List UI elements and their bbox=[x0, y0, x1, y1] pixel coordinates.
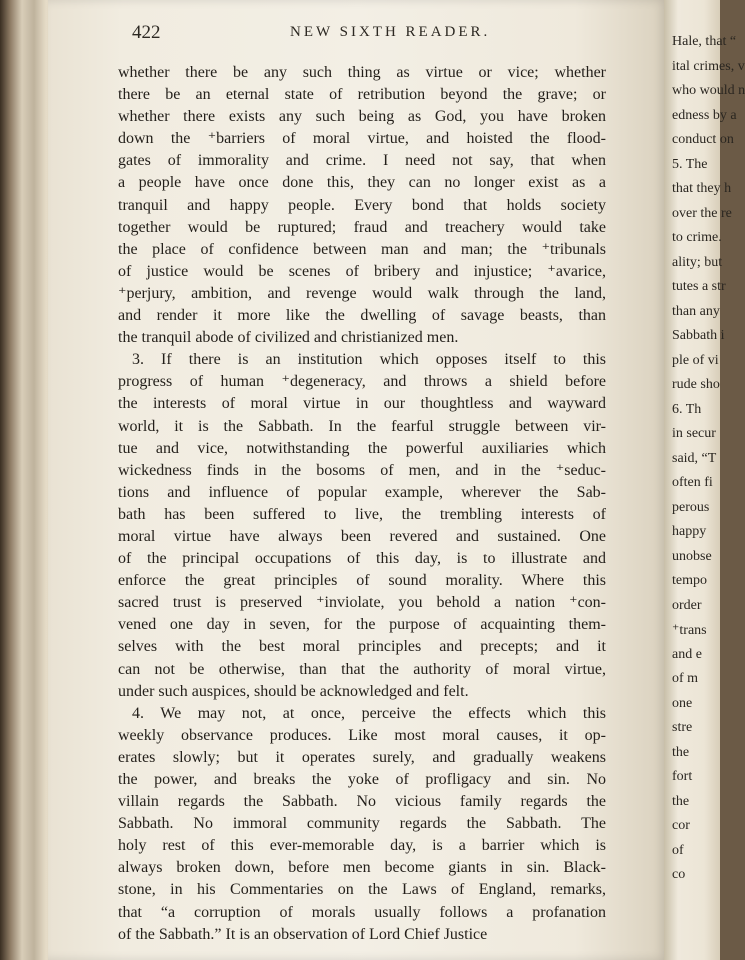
facing-page-line: tempo bbox=[672, 573, 707, 588]
facing-page-line: ital crimes, v bbox=[672, 58, 745, 74]
text-line: down the ⁺barriers of moral virtue, and hoisted the flood- bbox=[118, 130, 606, 148]
text-line: of justice would be scenes of bribery and injustice; ⁺avarice, bbox=[118, 262, 606, 280]
facing-page-line: than any bbox=[672, 303, 720, 319]
text-line: the power, and breaks the yoke of profligacy and sin. No bbox=[118, 771, 606, 788]
text-line: there be an eternal state of retribution beyond the grave; or bbox=[118, 86, 606, 104]
text-line: enforce the great principles of sound morality. Where this bbox=[118, 572, 606, 590]
text-line: 3. If there is an institution which opposes itself to this bbox=[132, 351, 606, 369]
text-line: tue and vice, notwithstanding the powerful auxiliaries which bbox=[118, 439, 606, 457]
text-line: whether there exists any such being as God, you have broken bbox=[118, 108, 606, 126]
text-line: moral virtue have always been revered and sustained. One bbox=[118, 527, 606, 545]
text-line: tranquil and happy people. Every bond that holds society bbox=[118, 196, 606, 214]
text-line: bath has been suffered to live, the trembling interests of bbox=[118, 505, 606, 523]
facing-page-line: the bbox=[672, 744, 690, 760]
facing-page-line: that they h bbox=[672, 181, 732, 196]
text-line: villain regards the Sabbath. No vicious family regards the bbox=[118, 793, 606, 811]
text-line: selves with the best moral principles and precepts; and it bbox=[118, 638, 606, 656]
text-line: weekly observance produces. Like most moral causes, it op- bbox=[118, 726, 606, 744]
facing-page-line: one bbox=[672, 695, 693, 711]
facing-page-line: cor bbox=[672, 818, 690, 833]
body-text bbox=[118, 62, 606, 946]
facing-page-line: perous bbox=[672, 499, 710, 515]
text-line: sacred trust is preserved ⁺inviolate, you behold a nation ⁺con- bbox=[118, 594, 606, 612]
text-line: always broken down, before men become giants in sin. Black- bbox=[118, 859, 606, 877]
text-line: the tranquil abode of civilized and christianized men. bbox=[118, 329, 459, 347]
facing-page-line: co bbox=[672, 867, 686, 882]
text-line: and render it more like the dwelling of savage beasts, than bbox=[118, 307, 606, 325]
text-line: erates slowly; but it operates surely, and gradually weakens bbox=[118, 748, 606, 766]
text-line: Sabbath. No immoral community regards the Sabbath. The bbox=[118, 815, 606, 833]
facing-page-line: happy bbox=[672, 524, 707, 539]
facing-page-line: the bbox=[672, 793, 690, 809]
facing-page-line: conduct on bbox=[672, 132, 734, 147]
text-line: gates of immorality and crime. I need not say, that when bbox=[118, 152, 606, 170]
facing-page-line: rude sho bbox=[672, 377, 720, 392]
text-line: can not be otherwise, than that the authority of moral virtue, bbox=[118, 660, 606, 678]
text-line: that “a corruption of morals usually follows a profanation bbox=[118, 903, 606, 921]
text-line: world, it is the Sabbath. In the fearful struggle between vir- bbox=[118, 417, 606, 435]
text-line: holy rest of this ever-memorable day, is a barrier which is bbox=[118, 837, 606, 855]
facing-page-line: over the re bbox=[672, 205, 732, 221]
text-line: the place of confidence between man and man; the ⁺tribunals bbox=[118, 240, 606, 258]
text-line: a people have once done this, they can no longer exist as a bbox=[118, 174, 606, 192]
text-line: together would be ruptured; fraud and treachery would take bbox=[118, 218, 606, 236]
facing-page-line: stre bbox=[672, 720, 693, 735]
text-line: ⁺perjury, ambition, and revenge would walk through the land, bbox=[118, 284, 606, 302]
text-line: under such auspices, should be acknowledged and felt. bbox=[118, 682, 469, 700]
facing-page-line: unobse bbox=[672, 548, 712, 564]
facing-page-line: ple of vi bbox=[672, 352, 719, 368]
text-line: the interests of moral virtue in our thoughtless and wayward bbox=[118, 395, 606, 413]
facing-page-line: 6. Th bbox=[672, 401, 702, 417]
text-line: wickedness finds in the bosoms of men, and in the ⁺seduc- bbox=[118, 461, 606, 479]
facing-page-line: Sabbath i bbox=[672, 328, 725, 343]
facing-page-line: and e bbox=[672, 646, 702, 662]
facing-page-line: ality; but bbox=[672, 254, 723, 270]
text-line: progress of human ⁺degeneracy, and throws a shield before bbox=[118, 373, 606, 391]
text-line: tions and influence of popular example, wherever the Sab- bbox=[118, 483, 606, 501]
text-line: whether there be any such thing as virtue or vice; whether bbox=[118, 64, 606, 81]
page-number: 422 bbox=[132, 22, 161, 43]
facing-page-line: in secur bbox=[672, 426, 716, 441]
facing-page-line: tutes a str bbox=[672, 279, 726, 294]
facing-page-line: to crime. bbox=[672, 230, 722, 245]
facing-page-line: often fi bbox=[672, 475, 713, 490]
text-line: of the principal occupations of this day, is to illustrate and bbox=[118, 550, 606, 568]
facing-page-line: edness by a bbox=[672, 107, 737, 123]
facing-page-line: said, “T bbox=[672, 450, 717, 466]
facing-page-fragment bbox=[664, 0, 745, 960]
text-line: of the Sabbath.” It is an observation of Lord Chief Justice bbox=[118, 925, 488, 943]
text-line: stone, in his Commentaries on the Laws of England, remarks, bbox=[118, 881, 606, 899]
page-header bbox=[80, 22, 610, 44]
text-line: 4. We may not, at once, perceive the effects which this bbox=[132, 704, 606, 722]
facing-page-line: fort bbox=[672, 769, 693, 784]
facing-page-line: of m bbox=[672, 671, 699, 686]
running-head: NEW SIXTH READER. bbox=[290, 24, 491, 40]
facing-page-line: 5. The bbox=[672, 156, 708, 172]
text-line: vened one day in seven, for the purpose of acquainting them- bbox=[118, 616, 606, 634]
facing-page-line: of bbox=[672, 842, 684, 858]
facing-page-line: who would n bbox=[672, 83, 745, 98]
facing-page-line: ⁺trans bbox=[672, 623, 707, 638]
facing-page-line: order bbox=[672, 597, 702, 613]
facing-page-line: Hale, that “ bbox=[672, 34, 737, 49]
